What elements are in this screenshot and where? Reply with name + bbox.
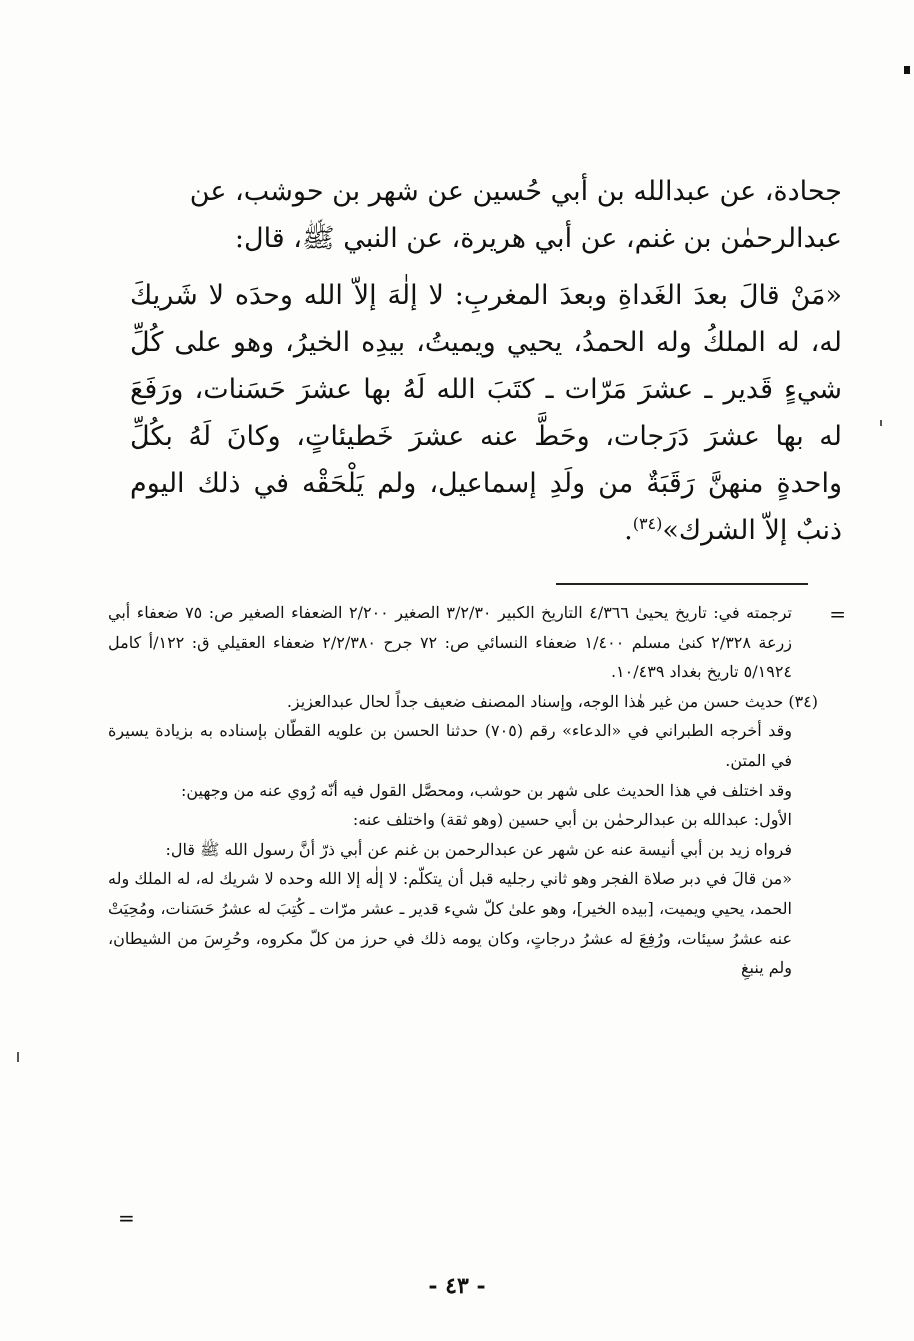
intro-line-1: جحادة، عن عبدالله بن أبي حُسين عن شهر بن حوشب، عن: [189, 176, 842, 207]
footnote-34-para3: وقد اختلف في هذا الحديث على شهر بن حوشب، ومحصَّل القول فيه أنّه رُوي عنه من وجهين:: [180, 780, 792, 800]
scan-speck: [880, 420, 882, 426]
scan-speck: [17, 1052, 19, 1062]
footnote-reference[interactable]: (٣٤): [632, 514, 663, 533]
page-number: - ٤٣ -: [428, 1273, 486, 1299]
scan-mark: [904, 66, 910, 74]
quote-end: .: [624, 515, 633, 546]
footnote-34-para5: فرواه زيد بن أبي أنيسة عنه عن شهر عن عبدالرحمن بن غنم عن أبي ذرّ أنَّ رسول الله ﷺ قال:: [165, 839, 792, 859]
footnote-34-heading: [108, 687, 818, 717]
hadith-quote: [130, 272, 842, 554]
footnote-34-para2: وقد أخرجه الطبراني في «الدعاء» رقم (٧٠٥) حدثنا الحسن بن علويه القطّان بإسناده به بزيادة يسيرة في المتن.: [108, 721, 793, 770]
main-body: [130, 168, 842, 554]
continued-mark: =: [829, 602, 846, 626]
continued-next-mark: =: [118, 1206, 135, 1230]
footnote-34-para4: الأول: عبدالله بن عبدالرحمٰن بن أبي حسين (وهو ثقة) واختلف عنه:: [352, 810, 792, 830]
footnote-34-line1: حديث حسن من غير هٰذا الوجه، وإسناد المصنف ضعيف جداً لحال عبدالعزيز.: [286, 691, 784, 711]
footnotes-section: [108, 598, 846, 983]
hadith-quote-text: «مَنْ قالَ بعدَ الغَداةِ وبعدَ المغربِ: لا إلٰهَ إلاّ الله وحدَه لا شَريكَ له، له الملكُ وله الحمدُ، يحيي ويميتُ، بيدِه الخيرُ، وهو على كُلِّ شيءٍ قَدير ـ عشرَ مَرّات ـ كتَبَ الله لَهُ بها عشرَ حَسَنات، ورَفَعَ له بها عشرَ دَرَجات، وحَطَّ عنه عشرَ خَطيئاتٍ، وكانَ لَهُ بكُلِّ واحدةٍ منهنَّ رَقَبَةٌ من ولَدِ إسماعيل، ولم يَلْحَقْه في ذلك اليوم ذنبٌ إلاّ الشرك»: [130, 280, 842, 546]
footnote-34-number: (٣٤): [788, 691, 818, 711]
footnote-continued: [108, 598, 846, 687]
footnote-divider: [556, 583, 808, 585]
footnote-34-para6: «من قالَ في دبر صلاة الفجر وهو ثاني رجليه قبل أن يتكلّم: لا إلٰه إلا الله وحده لا شريك له، له الملك وله الحمد، يحيي ويميت، [بيده الخير]، وهو علىٰ كلّ شيء قدير ـ عشر مرّات ـ كُتِبَ له عشرُ حَسَنات، ومُحِيَتْ عنه عشرُ سيئات، ورُفِعَ له عشرُ درجاتٍ، وكان يومه ذلك في حرز من كلّ مكروه، وحُرِسَ من الشيطان، ولم ينبغِ: [108, 869, 793, 978]
footnote-prev-text: ترجمته في: تاريخ يحيىٰ ٤/٣٦٦ التاريخ الكبير ٣/٢/٣٠ الصغير ٢/٢٠٠ الضعفاء الصغير ص: ٧٥ ضعفاء أبي زرعة ٢/٣٢٨ كنىٰ مسلم ١/٤٠٠ ضعفاء النسائي ص: ٧٢ جرح ٢/٢/٣٨٠ ضعفاء العقيلي ق: ١٢٢/أ كامل ٥/١٩٢٤ تاريخ بغداد ١٠/٤٣٩.: [108, 603, 793, 682]
intro-line-2: عبدالرحمٰن بن غنم، عن أبي هريرة، عن النبي ﷺ، قال:: [234, 223, 842, 254]
